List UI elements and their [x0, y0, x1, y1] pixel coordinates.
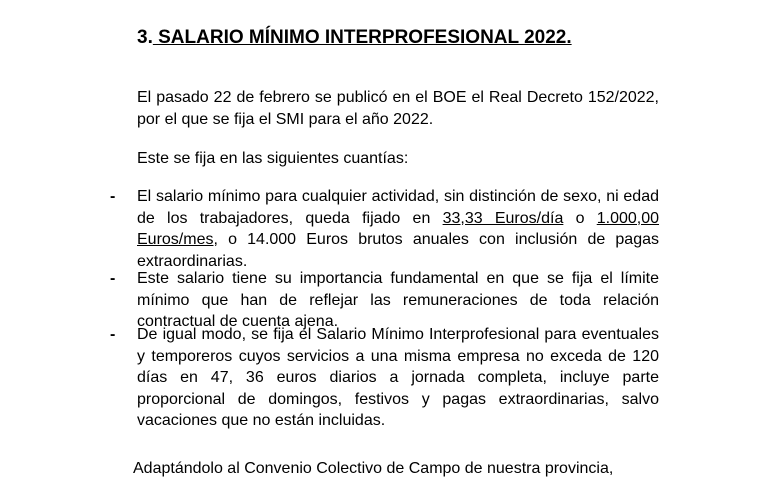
bullet-dash: -	[110, 270, 116, 287]
bullet1-text-c: , o 14.000 Euros brutos anuales con inclusión de pagas extraordinarias.	[137, 231, 659, 270]
section-number: 3.	[137, 27, 153, 48]
amount-per-day: 33,33 Euros/día	[442, 209, 564, 227]
section-title: SALARIO MÍNIMO INTERPROFESIONAL 2022.	[152, 27, 572, 48]
intro-paragraph: El pasado 22 de febrero se publicó en el BOE el Real Decreto 152/2022, por el que se fija el SMI para el año 2022.	[137, 89, 659, 128]
bullet1-text-a: El salario mínimo para cualquier actividad, sin distinción de sexo, ni edad de los trabajadores, queda fijado en	[137, 188, 659, 227]
amounts-intro-paragraph: Este se fija en las siguientes cuantías:	[137, 150, 409, 167]
bullet3-text: De igual modo, se fija el Salario Mínimo Interprofesional para eventuales y temporeros cuyos servicios a una misma empresa no exceda de 120 días en 47, 36 euros diarios a jornada completa, incluye parte proporcional de domingos, festivos y pagas extraordinarias, salvo vacaciones que no están incluidas.	[137, 326, 659, 429]
list-item	[110, 268, 659, 333]
section-heading	[137, 27, 572, 49]
list-item	[110, 186, 660, 272]
bullet-dash: -	[110, 188, 116, 205]
bullet1-text-b: o	[563, 209, 597, 227]
closing-paragraph: Adaptándolo al Convenio Colectivo de Campo de nuestra provincia,	[133, 460, 614, 477]
list-item	[110, 324, 659, 432]
bullet2-text: Este salario tiene su importancia fundamental en que se fija el límite mínimo que han de reflejar las remuneraciones de toda relación contractual de cuenta ajena.	[137, 270, 659, 330]
amount-per-month: 1.000,00 Euros/mes	[137, 209, 660, 248]
bullet-dash: -	[110, 326, 116, 343]
